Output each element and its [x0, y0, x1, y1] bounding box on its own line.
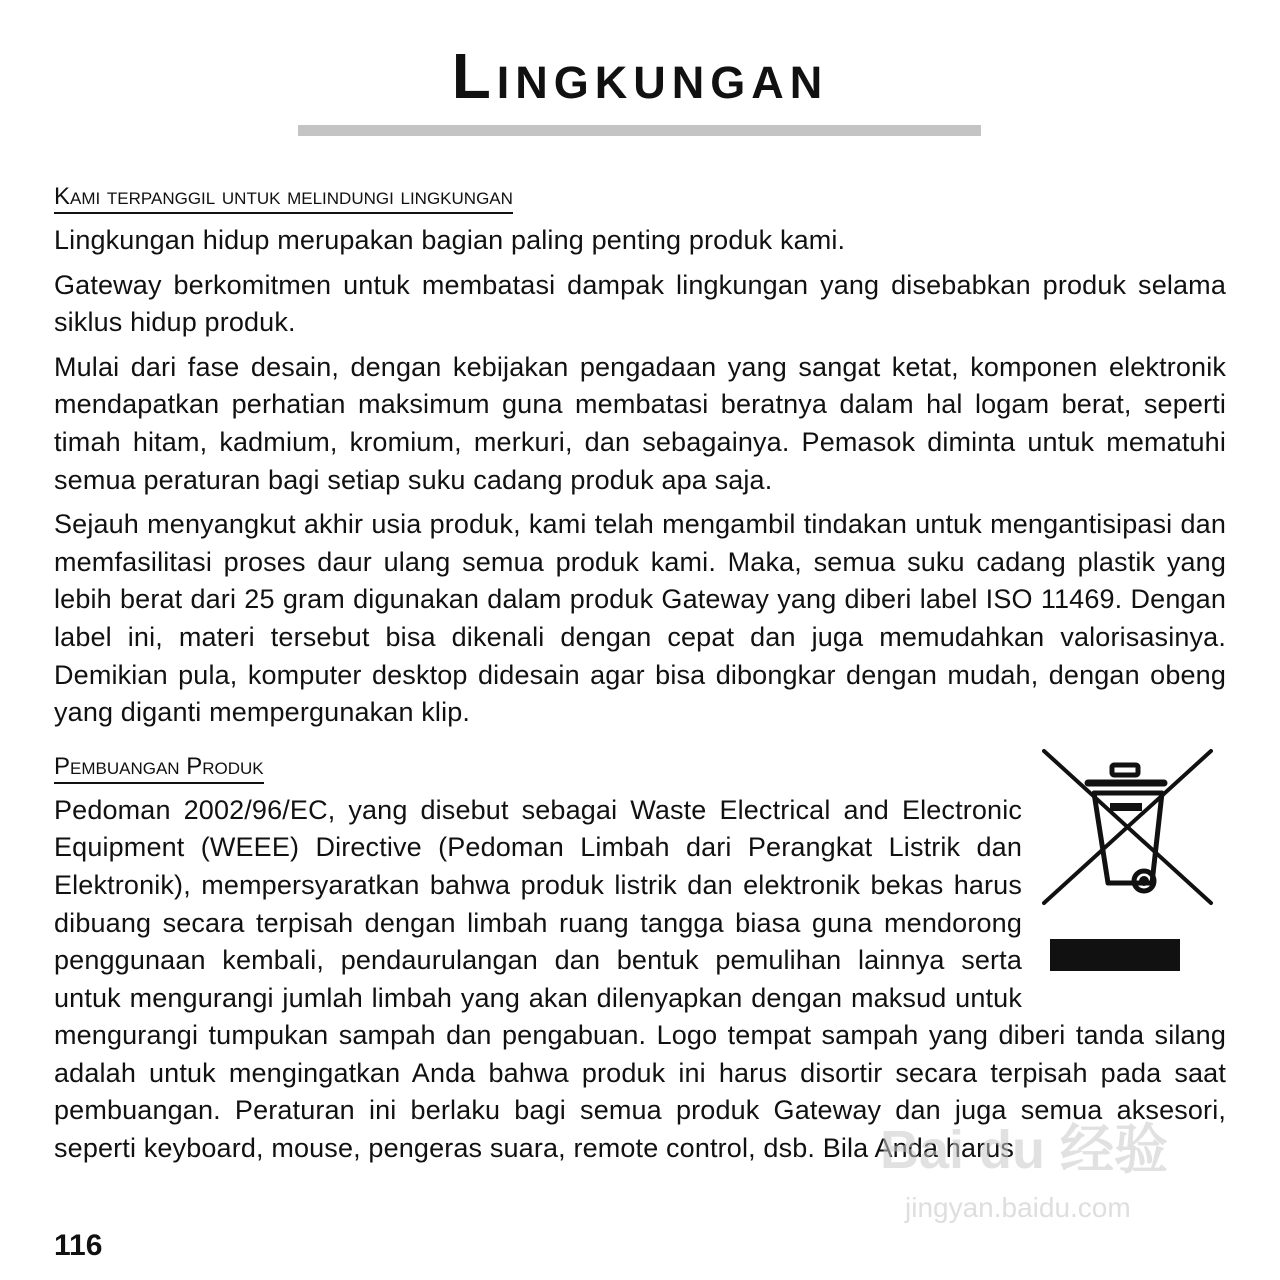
crossed-out-wheelie-bin-icon: [1036, 743, 1226, 983]
section-heading-environment: Kami terpanggil untuk melindungi lingkungan: [54, 183, 513, 214]
page-title: Lingkungan: [451, 40, 829, 112]
title-divider: [298, 125, 981, 136]
paragraph: Lingkungan hidup merupakan bagian paling penting produk kami.: [54, 225, 846, 255]
page-content: [54, 183, 1226, 1175]
section-heading-disposal: Pembuangan Produk: [54, 753, 264, 784]
baidu-watermark: Bai du 经验: [880, 1120, 1169, 1180]
page-number: 116: [54, 1229, 103, 1262]
baidu-watermark-url: jingyan.baidu.com: [905, 1192, 1131, 1223]
paragraph: Gateway berkomitmen untuk membatasi dampak lingkungan yang disebabkan produk selama siklus hidup produk.: [54, 269, 1226, 338]
paragraph: Mulai dari fase desain, dengan kebijakan pengadaan yang sangat ketat, komponen elektronik mendapatkan perhatian maksimum guna membatasi beratnya dalam hal logam berat, seperti timah hitam, kadmium, kromium, merkuri, dan sebagainya. Pemasok diminta untuk mematuhi semua peraturan bagi setiap suku cadang produk apa saja.: [54, 351, 1226, 495]
paragraph: Sejauh menyangkut akhir usia produk, kami telah mengambil tindakan untuk mengantisipasi dan memfasilitasi proses daur ulang semua produk kami. Maka, semua suku cadang plastik yang lebih berat dari 25 gram digunakan dalam produk Gateway yang diberi label ISO 11469. Dengan label ini, materi tersebut bisa dikenali dengan cepat dan juga memudahkan valorisasinya. Demikian pula, komputer desktop didesain agar bisa dibongkar dengan mudah, dengan obeng yang diganti mempergunakan klip.: [54, 509, 1226, 728]
paragraph: Pedoman 2002/96/EC, yang disebut sebagai Waste Electrical and Electronic Equipment (WEEE) Directive (Pedoman Limbah dari Perangkat Listrik dan Elektronik), mempersyaratkan bahwa produk listrik dan elektronik bekas harus dibuang secara terpisah dengan limbah ruang tangga biasa guna mendorong penggunaan kembali, pendaurulangan dan bentuk pemulihan lainnya serta untuk mengurangi jumlah limbah yang akan dilenyapkan dengan maksud untuk mengurangi tumpukan sampah dan pengabuan. Logo tempat sampah yang diberi tanda silang adalah untuk mengingatkan Anda bahwa produk ini harus disortir secara terpisah pada saat pembuangan. Peraturan ini berlaku bagi semua produk Gateway dan juga semua aksesori, seperti keyboard, mouse, pengeras suara, remote control, dsb. Bila Anda harus: [54, 794, 1226, 1164]
